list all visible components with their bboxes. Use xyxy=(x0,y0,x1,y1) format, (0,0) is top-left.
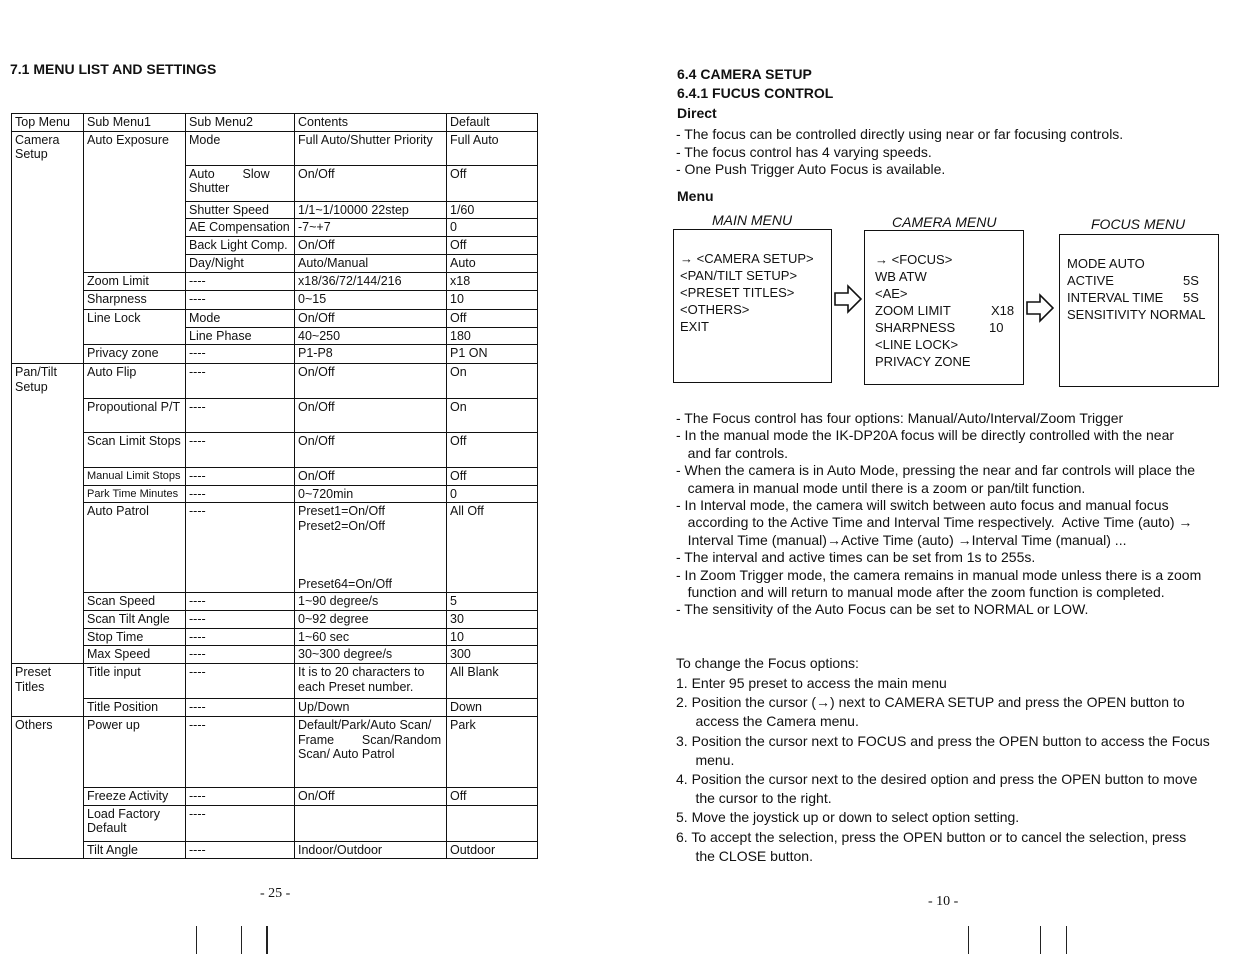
table-cell: 0~720min xyxy=(295,485,447,503)
table-row xyxy=(12,290,538,309)
table-cell: Pan/Tilt Setup xyxy=(12,364,84,399)
table-cell: Up/Down xyxy=(295,699,447,717)
table-row xyxy=(12,699,538,717)
table-cell: Off xyxy=(447,165,538,201)
table-cell: Off xyxy=(447,788,538,806)
table-row xyxy=(12,433,538,468)
table-row xyxy=(12,327,538,345)
table-row xyxy=(12,593,538,611)
camera-menu-item: → <FOCUS> xyxy=(875,252,953,267)
table-cell: Indoor/Outdoor xyxy=(295,841,447,859)
table-row xyxy=(12,788,538,806)
table-header-row xyxy=(12,114,538,132)
camera-menu-box xyxy=(864,230,1024,385)
table-cell xyxy=(12,805,84,841)
table-cell: 0 xyxy=(447,219,538,237)
table-cell: 40~250 xyxy=(295,327,447,345)
focus-menu-item: SENSITIVITY NORMAL xyxy=(1067,307,1206,322)
table-row xyxy=(12,345,538,364)
table-row xyxy=(12,399,538,433)
table-cell xyxy=(295,805,447,841)
step-line: 5. Move the joystick up or down to select option setting. xyxy=(676,809,1020,826)
table-row xyxy=(12,805,538,841)
table-cell: All Off xyxy=(447,503,538,593)
table-cell xyxy=(12,327,84,345)
table-header-cell: Sub Menu2 xyxy=(186,114,295,132)
table-cell: Back Light Comp. xyxy=(186,237,295,255)
table-cell: ---- xyxy=(186,272,295,290)
table-cell: 10 xyxy=(447,628,538,646)
table-cell: ---- xyxy=(186,646,295,664)
table-cell: ---- xyxy=(186,468,295,486)
table-row xyxy=(12,131,538,165)
table-cell: Outdoor xyxy=(447,841,538,859)
table-cell: On/Off xyxy=(295,165,447,201)
table-cell xyxy=(84,327,186,345)
focus-menu-item: MODE AUTO xyxy=(1067,256,1145,271)
table-cell: 10 xyxy=(447,290,538,309)
table-row xyxy=(12,364,538,399)
table-cell xyxy=(12,201,84,219)
table-cell: ---- xyxy=(186,699,295,717)
table-cell: Others xyxy=(12,717,84,788)
table-cell: Auto Exposure xyxy=(84,131,186,165)
table-cell: Scan Speed xyxy=(84,593,186,611)
table-cell: 180 xyxy=(447,327,538,345)
table-cell: ---- xyxy=(186,717,295,788)
table-cell xyxy=(12,255,84,273)
bullet-line: and far controls. xyxy=(676,444,789,461)
active-value: 5S xyxy=(1183,273,1199,288)
table-cell: ---- xyxy=(186,290,295,309)
table-row xyxy=(12,201,538,219)
table-cell: ---- xyxy=(186,841,295,859)
table-cell: 30~300 degree/s xyxy=(295,646,447,664)
table-row xyxy=(12,628,538,646)
table-cell xyxy=(84,201,186,219)
bullet-line: function and will return to manual mode after the zoom function is completed. xyxy=(676,584,1165,601)
bullet-line: - The Focus control has four options: Manual/Auto/Interval/Zoom Trigger xyxy=(676,410,1124,426)
table-cell: Auto/Manual xyxy=(295,255,447,273)
table-cell: Off xyxy=(447,237,538,255)
step-line: 3. Position the cursor next to FOCUS and press the OPEN button to access the Focus xyxy=(676,732,1210,749)
table-cell: Full Auto/Shutter Priority xyxy=(295,131,447,165)
table-cell: Off xyxy=(447,309,538,327)
table-cell: Default/Park/Auto Scan/ Frame Scan/Random Scan/ Auto Patrol xyxy=(295,717,447,788)
table-cell xyxy=(447,805,538,841)
table-cell: 30 xyxy=(447,611,538,629)
table-cell xyxy=(12,841,84,859)
table-cell: Propoutional P/T xyxy=(84,399,186,433)
focus-menu-box xyxy=(1059,234,1219,387)
table-cell: Shutter Speed xyxy=(186,201,295,219)
table-cell: On/Off xyxy=(295,468,447,486)
left-page-number: - 25 - xyxy=(260,886,291,901)
arrow-right-icon xyxy=(834,284,862,314)
table-cell: Title Position xyxy=(84,699,186,717)
table-cell xyxy=(12,628,84,646)
table-row xyxy=(12,503,538,593)
table-cell: ---- xyxy=(186,664,295,699)
table-cell: 0~92 degree xyxy=(295,611,447,629)
table-cell: Load Factory Default xyxy=(84,805,186,841)
step-line: access the Camera menu. xyxy=(676,713,859,730)
table-row xyxy=(12,717,538,788)
table-cell xyxy=(12,593,84,611)
table-cell xyxy=(84,219,186,237)
table-cell: Privacy zone xyxy=(84,345,186,364)
table-header-cell: Default xyxy=(447,114,538,132)
table-cell: 5 xyxy=(447,593,538,611)
step-line: 6. To accept the selection, press the OPEN button or to cancel the selection, press xyxy=(676,828,1187,845)
table-cell xyxy=(12,165,84,201)
table-cell xyxy=(12,237,84,255)
bullet-line: according to the Active Time and Interval Time respectively. Active Time (auto) → xyxy=(676,514,1193,531)
table-cell: x18 xyxy=(447,272,538,290)
table-cell: Auto Flip xyxy=(84,364,186,399)
right-page-number: - 10 - xyxy=(928,894,959,909)
step-line: menu. xyxy=(676,751,735,768)
step-line: 2. Position the cursor (→) next to CAMERA SETUP and press the OPEN button to xyxy=(676,694,1185,711)
sharpness-value: 10 xyxy=(989,320,1004,335)
bullet-line: - The sensitivity of the Auto Focus can be set to NORMAL or LOW. xyxy=(676,601,1089,618)
table-cell: Off xyxy=(447,468,538,486)
table-cell: 0 xyxy=(447,485,538,503)
table-cell: Day/Night xyxy=(186,255,295,273)
table-cell: P1 ON xyxy=(447,345,538,364)
table-cell: x18/36/72/144/216 xyxy=(295,272,447,290)
steps-list xyxy=(676,674,1221,866)
table-cell: Sharpness xyxy=(84,290,186,309)
table-cell: Camera Setup xyxy=(12,131,84,165)
table-cell: ---- xyxy=(186,485,295,503)
focus-bullets xyxy=(676,410,1221,619)
table-cell: Mode xyxy=(186,309,295,327)
table-cell xyxy=(12,345,84,364)
table-cell xyxy=(12,309,84,327)
step-line: 4. Position the cursor next to the desired option and press the OPEN button to move xyxy=(676,771,1198,788)
table-cell: Max Speed xyxy=(84,646,186,664)
focus-menu-item: INTERVAL TIME xyxy=(1067,290,1164,305)
table-cell: On/Off xyxy=(295,237,447,255)
table-cell: 1/60 xyxy=(447,201,538,219)
camera-menu-item: ZOOM LIMIT xyxy=(875,303,951,318)
table-cell: ---- xyxy=(186,788,295,806)
table-cell: Park Time Minutes xyxy=(84,485,186,503)
table-header-cell: Sub Menu1 xyxy=(84,114,186,132)
table-cell: Power up xyxy=(84,717,186,788)
camera-menu-item: <LINE LOCK> xyxy=(875,337,959,352)
table-cell: Full Auto xyxy=(447,131,538,165)
table-cell: 1~90 degree/s xyxy=(295,593,447,611)
table-row xyxy=(12,255,538,273)
subsection-heading: 6.4.1 FUCUS CONTROL xyxy=(677,85,834,101)
table-cell: On/Off xyxy=(295,788,447,806)
table-cell: On xyxy=(447,399,538,433)
table-cell: On/Off xyxy=(295,364,447,399)
table-row xyxy=(12,841,538,859)
table-cell: Tilt Angle xyxy=(84,841,186,859)
table-cell xyxy=(12,503,84,593)
menu-label: Menu xyxy=(677,188,714,204)
table-cell: Freeze Activity xyxy=(84,788,186,806)
table-cell: ---- xyxy=(186,611,295,629)
table-cell xyxy=(12,433,84,468)
table-cell: Scan Tilt Angle xyxy=(84,611,186,629)
table-row xyxy=(12,165,538,201)
menu-settings-table xyxy=(11,113,538,859)
zoom-limit-value: X18 xyxy=(991,303,1015,318)
main-menu-box xyxy=(673,229,832,383)
table-cell: Manual Limit Stops xyxy=(84,468,186,486)
table-header-cell: Top Menu xyxy=(12,114,84,132)
table-row xyxy=(12,219,538,237)
table-cell xyxy=(84,255,186,273)
table-cell xyxy=(12,399,84,433)
bullet-line: - In Interval mode, the camera will switch between auto focus and manual focus xyxy=(676,497,1169,514)
direct-line: - The focus can be controlled directly using near or far focusing controls. xyxy=(676,126,1124,142)
table-cell xyxy=(12,646,84,664)
table-cell: Scan Limit Stops xyxy=(84,433,186,468)
table-cell: All Blank xyxy=(447,664,538,699)
table-cell: 1~60 sec xyxy=(295,628,447,646)
table-cell: On/Off xyxy=(295,433,447,468)
camera-menu-item: PRIVACY ZONE xyxy=(875,354,971,369)
table-cell: Zoom Limit xyxy=(84,272,186,290)
table-cell: ---- xyxy=(186,399,295,433)
table-cell: -7~+7 xyxy=(295,219,447,237)
table-cell xyxy=(12,272,84,290)
table-cell: It is to 20 characters to each Preset number. xyxy=(295,664,447,699)
table-cell: P1-P8 xyxy=(295,345,447,364)
camera-menu-item: SHARPNESS xyxy=(875,320,956,335)
main-menu-item: <PAN/TILT SETUP> xyxy=(680,268,798,283)
table-cell xyxy=(84,237,186,255)
section-heading: 6.4 CAMERA SETUP xyxy=(677,66,812,82)
table-cell: Preset1=On/Off Preset2=On/Off Preset64=On/Off xyxy=(295,503,447,593)
table-cell: Auto Slow Shutter xyxy=(186,165,295,201)
bullet-line: - In the manual mode the IK-DP20A focus will be directly controlled with the near xyxy=(676,427,1175,444)
table-cell: 1/1~1/10000 22step xyxy=(295,201,447,219)
main-menu-item: → <CAMERA SETUP> xyxy=(680,251,814,266)
table-cell: Down xyxy=(447,699,538,717)
arrow-right-icon xyxy=(1026,293,1054,323)
main-menu-title: MAIN MENU xyxy=(712,212,793,228)
table-cell: On xyxy=(447,364,538,399)
table-cell: ---- xyxy=(186,364,295,399)
table-header-cell: Contents xyxy=(295,114,447,132)
table-cell: Stop Time xyxy=(84,628,186,646)
table-cell: Line Phase xyxy=(186,327,295,345)
table-cell: AE Compensation xyxy=(186,219,295,237)
change-intro: To change the Focus options: xyxy=(676,655,859,671)
table-cell: ---- xyxy=(186,805,295,841)
table-cell: ---- xyxy=(186,345,295,364)
table-cell xyxy=(12,788,84,806)
direct-list xyxy=(676,126,1221,179)
table-row xyxy=(12,309,538,327)
table-cell: Preset Titles xyxy=(12,664,84,699)
table-cell: Off xyxy=(447,433,538,468)
left-heading: 7.1 MENU LIST AND SETTINGS xyxy=(10,61,217,77)
table-cell: ---- xyxy=(186,593,295,611)
table-cell xyxy=(12,611,84,629)
camera-menu-item: <AE> xyxy=(875,286,908,301)
camera-menu-title: CAMERA MENU xyxy=(892,214,997,230)
table-cell: 300 xyxy=(447,646,538,664)
main-menu-item: <OTHERS> xyxy=(680,302,750,317)
table-row xyxy=(12,237,538,255)
table-cell: ---- xyxy=(186,433,295,468)
direct-label: Direct xyxy=(677,105,717,121)
focus-menu-item: ACTIVE xyxy=(1067,273,1114,288)
step-line: the cursor to the right. xyxy=(676,790,832,807)
table-cell xyxy=(12,699,84,717)
table-row xyxy=(12,611,538,629)
main-menu-item: EXIT xyxy=(680,319,709,334)
table-cell: Mode xyxy=(186,131,295,165)
direct-line: - The focus control has 4 varying speeds. xyxy=(676,143,932,160)
step-line: the CLOSE button. xyxy=(676,847,813,864)
table-row xyxy=(12,468,538,486)
bullet-line: - In Zoom Trigger mode, the camera remains in manual mode unless there is a zoom xyxy=(676,566,1202,583)
direct-line: - One Push Trigger Auto Focus is available. xyxy=(676,161,946,178)
table-cell xyxy=(12,219,84,237)
focus-menu-title: FOCUS MENU xyxy=(1091,216,1186,232)
interval-value: 5S xyxy=(1183,290,1199,305)
table-row xyxy=(12,664,538,699)
step-line: 1. Enter 95 preset to access the main menu xyxy=(676,675,947,691)
table-cell: Auto Patrol xyxy=(84,503,186,593)
table-cell: Auto xyxy=(447,255,538,273)
table-cell: ---- xyxy=(186,628,295,646)
table-cell: On/Off xyxy=(295,309,447,327)
table-cell: ---- xyxy=(186,503,295,593)
table-cell: On/Off xyxy=(295,399,447,433)
table-cell xyxy=(12,290,84,309)
table-cell xyxy=(12,485,84,503)
bullet-line: camera in manual mode until there is a zoom or pan/tilt function. xyxy=(676,479,1086,496)
camera-menu-item: WB ATW xyxy=(875,269,927,284)
table-row xyxy=(12,272,538,290)
table-row xyxy=(12,485,538,503)
main-menu-item: <PRESET TITLES> xyxy=(680,285,795,300)
bullet-line: - The interval and active times can be set from 1s to 255s. xyxy=(676,549,1036,566)
table-row xyxy=(12,646,538,664)
table-cell: 0~15 xyxy=(295,290,447,309)
table-cell: Line Lock xyxy=(84,309,186,327)
bullet-line: - When the camera is in Auto Mode, pressing the near and far controls will place the xyxy=(676,462,1196,479)
table-cell xyxy=(12,468,84,486)
table-cell xyxy=(84,165,186,201)
table-cell: Park xyxy=(447,717,538,788)
table-cell: Title input xyxy=(84,664,186,699)
bullet-line: Interval Time (manual)→Active Time (auto) →Interval Time (manual) ... xyxy=(676,531,1127,548)
